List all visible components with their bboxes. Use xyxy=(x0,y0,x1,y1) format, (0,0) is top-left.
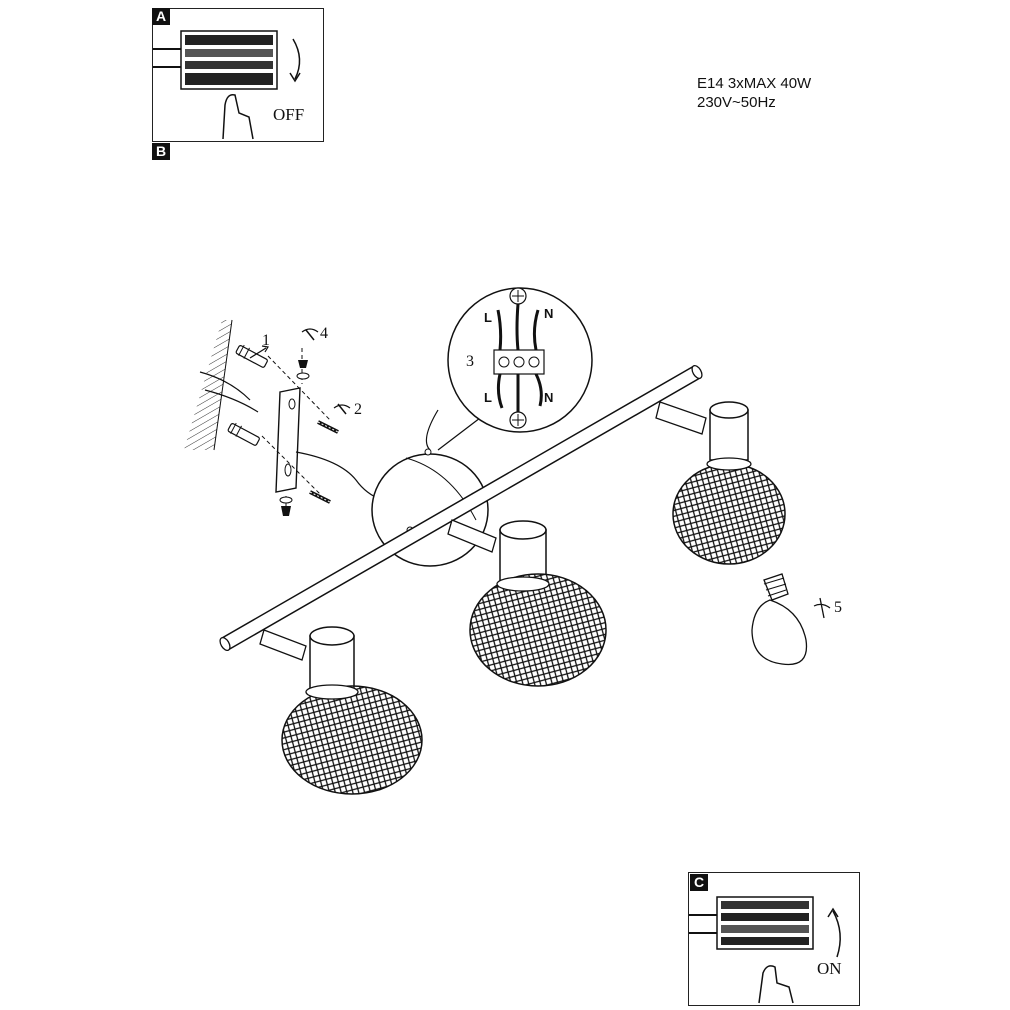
mesh-shade xyxy=(282,686,422,794)
step-3-number: 3 xyxy=(466,353,474,370)
panel-c-tag: C xyxy=(690,874,708,891)
screw-in-icon xyxy=(814,598,830,618)
step-2-number: 2 xyxy=(354,401,362,418)
mesh-shade xyxy=(673,464,785,564)
wire-label-neutral-top: N xyxy=(544,306,554,321)
mesh-shade xyxy=(470,574,606,686)
spec-wattage: E14 3xMAX 40W xyxy=(697,75,812,92)
step-4-number: 4 xyxy=(320,325,328,342)
switch-off-label: OFF xyxy=(273,105,305,124)
wire-label-neutral-bottom: N xyxy=(544,390,554,405)
screw-bottom xyxy=(280,497,292,516)
screwdriver-icon xyxy=(302,329,318,340)
panel-a-tag: A xyxy=(152,8,170,25)
step-1-number: 1 xyxy=(262,332,270,349)
wire-label-live-top: L xyxy=(484,310,492,325)
spotlight-right xyxy=(656,402,785,564)
spotlight-left xyxy=(260,627,422,794)
connection-cable xyxy=(296,452,382,500)
screwdriver-icon xyxy=(334,404,350,414)
spec-voltage: 230V~50Hz xyxy=(697,94,776,111)
e14-bulb xyxy=(752,574,807,665)
screw-bracket-upper xyxy=(318,422,338,432)
panel-b-tag: B xyxy=(152,143,170,160)
screw-bracket-lower xyxy=(310,492,330,502)
wiring-detail xyxy=(426,288,592,450)
wall-plug-lower xyxy=(228,423,260,446)
wall-hatching xyxy=(184,320,232,450)
screw-top xyxy=(297,360,309,379)
switch-on-label: ON xyxy=(817,959,842,978)
wire-label-live-bottom: L xyxy=(484,390,492,405)
step-5-number: 5 xyxy=(834,599,842,616)
